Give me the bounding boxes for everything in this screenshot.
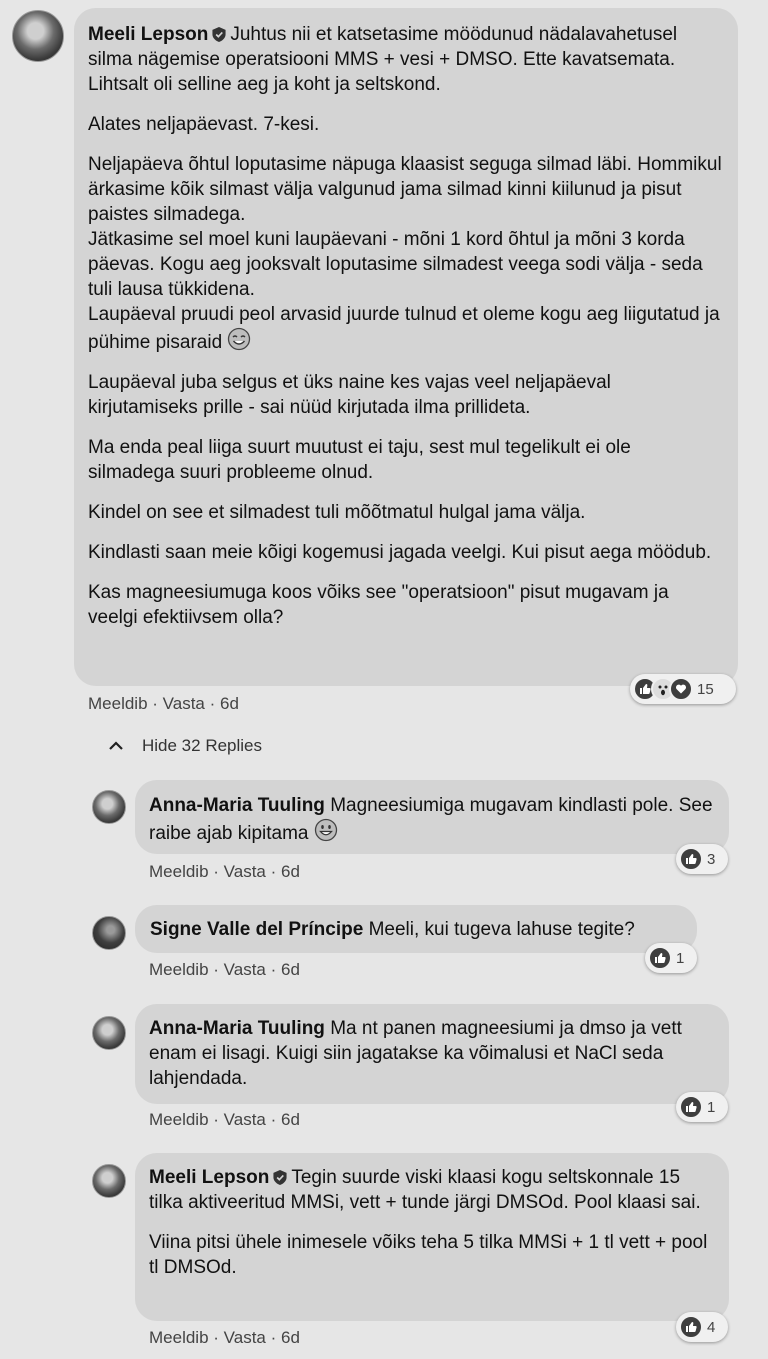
comment-paragraph: Kindel on see et silmadest tuli mõõtmatul hulgal jama välja. — [88, 502, 586, 523]
comment-paragraph: Laupäeval juba selgus et üks naine kes vajas veel neljapäeval kirjutamiseks prille - sai nüüd kirjutada ilma prillideta. — [88, 372, 611, 418]
reply-bubble — [135, 905, 697, 953]
reply-actions: Meeldib · Vasta · 6d — [149, 862, 300, 881]
like-link[interactable]: Meeldib — [149, 862, 209, 881]
care-reaction-icon — [669, 677, 693, 701]
reply-actions: Meeldib · Vasta · 6d — [149, 1110, 300, 1129]
reaction-count: 15 — [697, 680, 714, 698]
avatar[interactable] — [92, 916, 126, 950]
comment-actions: Meeldib · Vasta · 6d — [88, 694, 239, 713]
comment-paragraph: Laupäeval pruudi peol arvasid juurde tulnud et oleme kogu aeg liigutatud ja pühime pisaraid — [88, 304, 720, 353]
reaction-count: 4 — [707, 1318, 716, 1336]
like-reaction-icon — [679, 1095, 703, 1119]
like-link[interactable]: Meeldib — [149, 1110, 209, 1129]
like-link[interactable]: Meeldib — [88, 694, 148, 713]
reply-text-paragraph: Viina pitsi ühele inimesele võiks teha 5 tilka MMSi + 1 tl vett + pool tl DMSOd. — [149, 1232, 708, 1278]
comment-paragraph: Alates neljapäevast. 7-kesi. — [88, 114, 320, 135]
reply-bubble — [135, 1004, 729, 1104]
comment-paragraph: Kas magneesiumuga koos võiks see "operatsioon" pisut mugavam ja veelgi efektiivsem olla? — [88, 582, 669, 628]
hide-replies-button[interactable] — [108, 736, 262, 756]
smiling-tears-emoji-icon — [227, 327, 251, 351]
reply-link[interactable]: Vasta — [223, 960, 266, 979]
reaction-summary[interactable] — [630, 674, 736, 704]
comment-text: Juhtus nii et katsetasime möödunud nädalavahetusel silma nägemise operatsiooni MMS + vesi + DMSO. Ette kavatsemata. Lihtsalt oli selline aeg ja koht ja seltskond. — [88, 24, 678, 95]
comment-paragraph: Neljapäeva õhtul loputasime näpuga klaasist seguga silmad läbi. Hommikul ärkasime kõik silmast välja valgunud jama silmad kinni kiilunud ja pisut paistes silmadega. — [88, 154, 722, 225]
reply-age[interactable]: 6d — [280, 960, 300, 979]
reply-link[interactable]: Vasta — [223, 1110, 266, 1129]
reaction-summary[interactable] — [676, 1092, 728, 1122]
reply-text: Ma nt panen magneesiumi ja dmso ja vett enam ei lisagi. Kuigi siin jagatakse ka võimalusi et NaCl seda lahjendada. — [149, 1018, 682, 1089]
reply-text: Magneesiumiga mugavam kindlasti pole. See raibe ajab kipitama — [149, 795, 713, 844]
grinning-emoji-icon — [314, 818, 338, 842]
like-reaction-icon — [648, 946, 672, 970]
reply-author[interactable]: Anna-Maria Tuuling — [149, 795, 325, 816]
reaction-count: 1 — [707, 1098, 716, 1116]
reply-link[interactable]: Vasta — [223, 1328, 266, 1347]
avatar[interactable] — [92, 790, 126, 824]
reply-link[interactable]: Vasta — [162, 694, 205, 713]
like-link[interactable]: Meeldib — [149, 960, 209, 979]
reply-text: Meeli, kui tugeva lahuse tegite? — [368, 919, 635, 940]
reply-actions: Meeldib · Vasta · 6d — [149, 960, 300, 979]
shield-icon — [273, 1170, 287, 1185]
avatar[interactable] — [12, 10, 64, 62]
reply-age[interactable]: 6d — [280, 1110, 300, 1129]
comment-paragraph: Kindlasti saan meie kõigi kogemusi jagada veelgi. Kui pisut aega möödub. — [88, 542, 712, 563]
comment-paragraph: Ma enda peal liiga suurt muutust ei taju, sest mul tegelikult ei ole silmadega suuri probleeme olnud. — [88, 437, 631, 483]
hide-replies-label: Hide 32 Replies — [142, 736, 263, 755]
reply-author[interactable]: Signe Valle del Príncipe — [150, 919, 364, 940]
comment-author[interactable]: Meeli Lepson — [88, 24, 209, 45]
reply-actions: Meeldib · Vasta · 6d — [149, 1328, 300, 1347]
reply-age[interactable]: 6d — [280, 862, 300, 881]
comment-paragraph: Jätkasime sel moel kuni laupäevani - mõni 1 kord õhtul ja mõni 3 korda päevas. Kogu aeg jooksvalt loputasime silmadest veega sodi välja - seda tuli lausa tükkidena. — [88, 229, 703, 300]
reply-age[interactable]: 6d — [280, 1328, 300, 1347]
reaction-summary[interactable] — [676, 1312, 728, 1342]
reaction-summary[interactable] — [676, 844, 728, 874]
like-link[interactable]: Meeldib — [149, 1328, 209, 1347]
reply-author[interactable]: Meeli Lepson — [149, 1167, 270, 1188]
shield-icon — [212, 27, 226, 42]
like-reaction-icon — [679, 1315, 703, 1339]
comment-age[interactable]: 6d — [219, 694, 239, 713]
like-reaction-icon — [679, 847, 703, 871]
reaction-count: 1 — [676, 949, 685, 967]
reply-bubble — [135, 780, 729, 854]
avatar[interactable] — [92, 1016, 126, 1050]
avatar[interactable] — [92, 1164, 126, 1198]
chevron-up-icon — [108, 741, 124, 751]
reply-bubble — [135, 1153, 729, 1321]
reply-author[interactable]: Anna-Maria Tuuling — [149, 1018, 325, 1039]
reaction-summary[interactable] — [645, 943, 697, 973]
reply-link[interactable]: Vasta — [223, 862, 266, 881]
reaction-count: 3 — [707, 850, 716, 868]
comment-bubble — [74, 8, 738, 686]
reply-text: Tegin suurde viski klaasi kogu seltskonnale 15 tilka aktiveeritud MMSi, vett + tunde järgi DMSOd. Pool klaasi sai. — [149, 1167, 701, 1213]
